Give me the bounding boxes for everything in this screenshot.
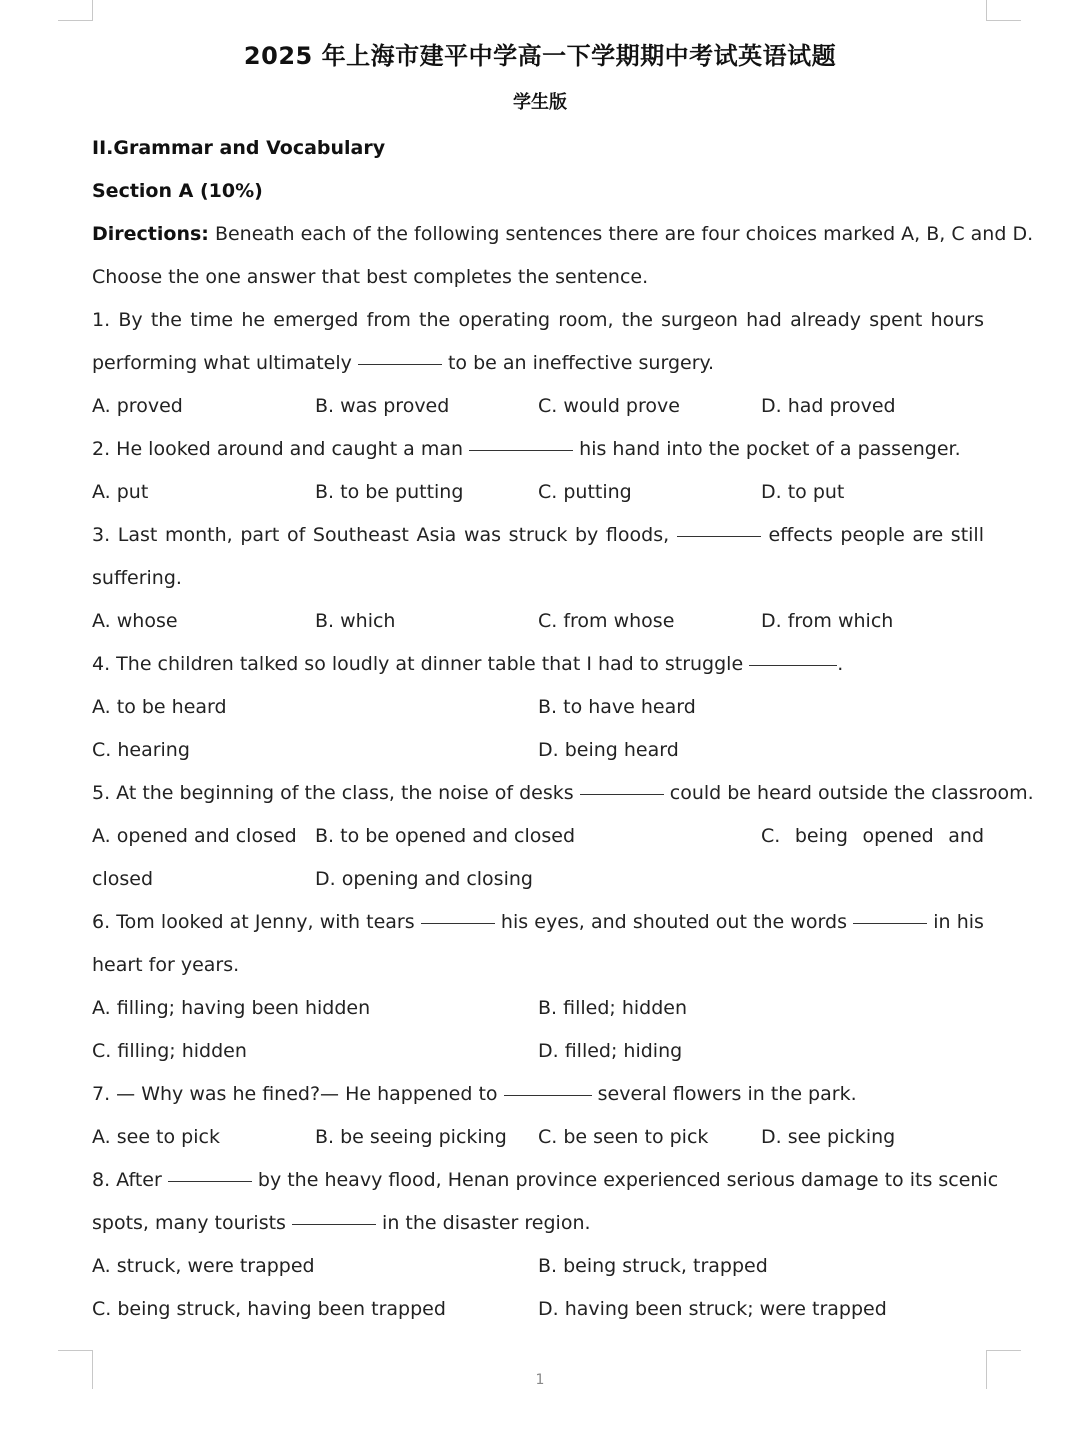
- question-6-text-c: in his: [933, 911, 984, 933]
- option-d: D. from which: [761, 610, 894, 632]
- answer-blank: [580, 793, 664, 795]
- question-8-text-c: spots, many tourists: [92, 1212, 286, 1234]
- question-5-options-row-1: [92, 815, 984, 858]
- question-1-line-2: [92, 342, 984, 385]
- question-6-text-b: his eyes, and shouted out the words: [500, 911, 847, 933]
- question-4-text-a: 4. The children talked so loudly at dinner table that I had to struggle: [92, 653, 744, 675]
- question-2-line-1: [92, 428, 984, 471]
- question-5-text-b: could be heard outside the classroom.: [669, 782, 1034, 804]
- question-6-text-a: 6. Tom looked at Jenny, with tears: [92, 911, 415, 933]
- question-6-options-row-1: [92, 987, 984, 1030]
- option-d: D. see picking: [761, 1126, 896, 1148]
- option-b: B. be seeing picking: [315, 1126, 507, 1148]
- option-c-continued: closed: [92, 868, 153, 890]
- question-6-options-row-2: [92, 1030, 984, 1073]
- directions-line-1: [92, 213, 1034, 256]
- page-subtitle: 学生版: [513, 92, 567, 113]
- option-d: D. having been struck; were trapped: [538, 1298, 887, 1320]
- question-3-line-1: [92, 514, 984, 557]
- option-d: D. had proved: [761, 395, 896, 417]
- question-8-line-2: [92, 1202, 984, 1245]
- answer-blank: [168, 1180, 252, 1182]
- option-b: B. which: [315, 610, 396, 632]
- option-b: B. to have heard: [538, 696, 696, 718]
- directions-text-1: Beneath each of the following sentences there are four choices marked A, B, C and D.: [214, 223, 1034, 245]
- question-4-options-row-1: [92, 686, 984, 729]
- option-b: B. was proved: [315, 395, 450, 417]
- question-3-line-2: suffering.: [92, 567, 182, 589]
- option-b: B. to be opened and closed: [315, 825, 576, 847]
- page-number: 1: [535, 1372, 545, 1388]
- answer-blank: [358, 363, 442, 365]
- question-1-text-b: to be an ineffective surgery.: [447, 352, 715, 374]
- question-2-options: [92, 471, 984, 514]
- question-2-text-a: 2. He looked around and caught a man: [92, 438, 464, 460]
- option-d: D. filled; hiding: [538, 1040, 683, 1062]
- option-a: A. struck, were trapped: [92, 1255, 315, 1277]
- option-a: A. whose: [92, 610, 178, 632]
- question-5-line-1: [92, 772, 1034, 815]
- option-a: A. to be heard: [92, 696, 227, 718]
- question-7-text-b: several flowers in the park.: [597, 1083, 857, 1105]
- option-a: A. filling; having been hidden: [92, 997, 371, 1019]
- option-b: B. filled; hidden: [538, 997, 688, 1019]
- option-d: D. to put: [761, 481, 845, 503]
- question-7-line-1: [92, 1073, 984, 1116]
- question-1-options: [92, 385, 984, 428]
- option-c: C. from whose: [538, 610, 675, 632]
- option-c: C. would prove: [538, 395, 680, 417]
- section-heading: II.Grammar and Vocabulary: [92, 137, 386, 159]
- corner-mark-top-left: [58, 0, 93, 21]
- option-d: D. being heard: [538, 739, 679, 761]
- question-8-options-row-2: [92, 1288, 984, 1331]
- question-6-line-1: [92, 901, 984, 944]
- answer-blank: [469, 449, 573, 451]
- question-4-options-row-2: [92, 729, 984, 772]
- directions-line-2: Choose the one answer that best completes the sentence.: [92, 266, 649, 288]
- question-6-line-2: heart for years.: [92, 954, 240, 976]
- question-2-text-b: his hand into the pocket of a passenger.: [579, 438, 961, 460]
- option-c: C. hearing: [92, 739, 190, 761]
- question-8-options-row-1: [92, 1245, 984, 1288]
- question-5-options-row-2: [92, 858, 984, 901]
- question-4-line-1: [92, 643, 984, 686]
- question-1-text-a: performing what ultimately: [92, 352, 352, 374]
- option-c: C. be seen to pick: [538, 1126, 709, 1148]
- option-d: D. opening and closing: [315, 868, 533, 890]
- answer-blank: [749, 664, 837, 666]
- answer-blank: [292, 1223, 376, 1225]
- option-b: B. to be putting: [315, 481, 464, 503]
- question-3-text-b: effects people are still: [768, 524, 984, 546]
- answer-blank: [677, 535, 761, 537]
- answer-blank: [421, 922, 495, 924]
- question-7-options: [92, 1116, 984, 1159]
- question-1-line-1: 1. By the time he emerged from the operating room, the surgeon had already spent hours: [92, 309, 984, 331]
- question-8-line-1: [92, 1159, 999, 1202]
- page-title: 2025 年上海市建平中学高一下学期期中考试英语试题: [243, 42, 837, 70]
- option-b: B. being struck, trapped: [538, 1255, 768, 1277]
- corner-mark-top-right: [986, 0, 1021, 21]
- question-7-text-a: 7. — Why was he fined?— He happened to: [92, 1083, 498, 1105]
- answer-blank: [504, 1094, 592, 1096]
- question-8-text-d: in the disaster region.: [382, 1212, 591, 1234]
- option-c: C. being struck, having been trapped: [92, 1298, 446, 1320]
- question-3-text-a: 3. Last month, part of Southeast Asia was struck by floods,: [92, 524, 670, 546]
- question-8-text-a: 8. After: [92, 1169, 162, 1191]
- option-a: A. see to pick: [92, 1126, 220, 1148]
- question-8-text-b: by the heavy flood, Henan province experienced serious damage to its scenic: [257, 1169, 999, 1191]
- exam-content: [92, 127, 1034, 1331]
- answer-blank: [853, 922, 927, 924]
- section-subheading: Section A (10%): [92, 180, 263, 202]
- option-c: C. filling; hidden: [92, 1040, 247, 1062]
- question-3-options: [92, 600, 984, 643]
- option-c: C. putting: [538, 481, 632, 503]
- question-4-text-b: .: [837, 653, 844, 675]
- option-a: A. put: [92, 481, 149, 503]
- directions-label: Directions:: [92, 223, 209, 245]
- question-5-text-a: 5. At the beginning of the class, the noise of desks: [92, 782, 574, 804]
- option-a: A. opened and closed: [92, 825, 297, 847]
- option-a: A. proved: [92, 395, 183, 417]
- option-c: C. being opened and: [761, 825, 984, 847]
